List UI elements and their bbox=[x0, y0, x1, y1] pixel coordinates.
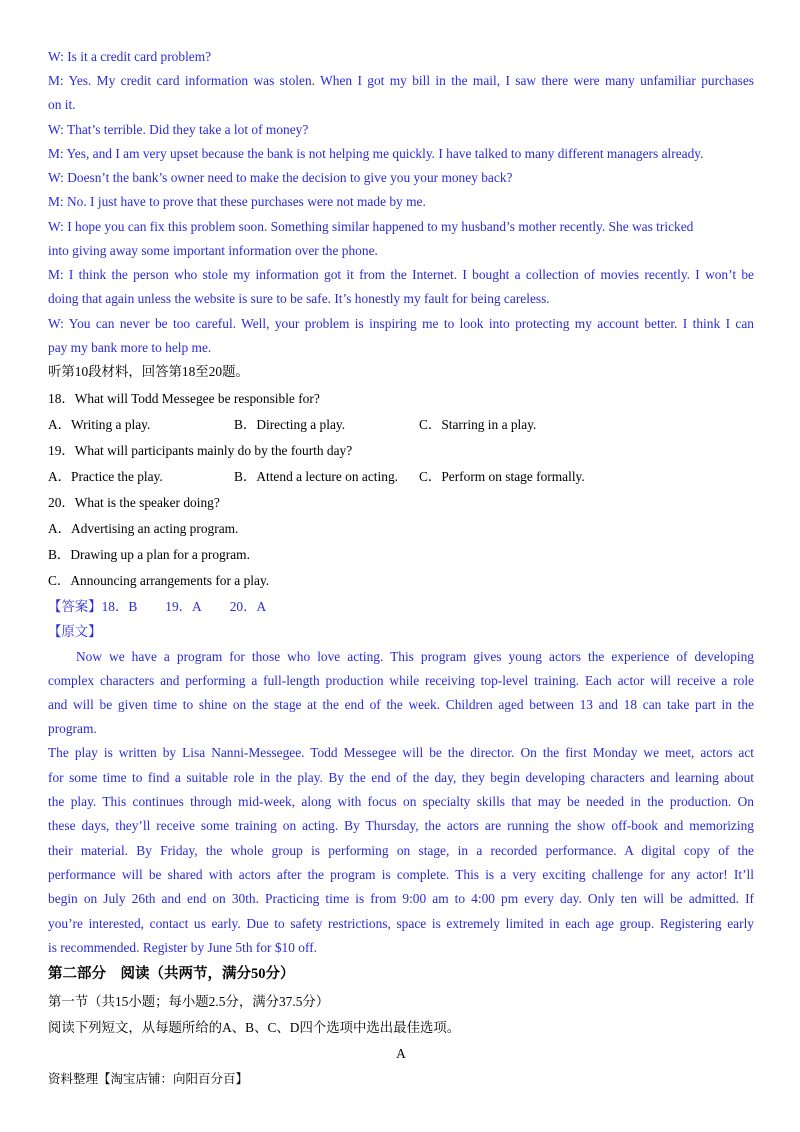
question-19-option-c: C．Perform on stage formally. bbox=[419, 469, 585, 484]
transcript-line: is recommended. Register by June 5th for $10 off. bbox=[48, 940, 317, 955]
reading-instruction: 阅读下列短文，从每题所给的A、B、C、D四个选项中选出最佳选项。 bbox=[48, 1020, 461, 1035]
dialogue-line: W: That’s terrible. Did they take a lot of money? bbox=[48, 122, 309, 137]
transcript-line: you’re interested, contact us early. Due to safety restrictions, space is extremely limited in each age group. Registering early bbox=[48, 916, 754, 931]
transcript-label: 【原文】 bbox=[48, 624, 102, 639]
transcript-line: program. bbox=[48, 721, 97, 736]
section-info: 第一节（共15小题；每小题2.5分，满分37.5分） bbox=[48, 994, 330, 1009]
answer-item: 20．A bbox=[229, 599, 267, 614]
transcript-line: The play is written by Lisa Nanni-Messegee. Todd Messegee will be the director. On the first Monday we meet, actors act bbox=[48, 745, 754, 760]
dialogue-line: M: Yes, and I am very upset because the bank is not helping me quickly. I have talked to many different managers already. bbox=[48, 146, 704, 161]
answer-item: 19．A bbox=[165, 599, 202, 614]
question-19-option-a: A．Practice the play. bbox=[48, 469, 163, 484]
passage-label: A bbox=[396, 1046, 406, 1061]
section-instruction: 听第10段材料，回答第18至20题。 bbox=[48, 364, 249, 379]
dialogue-line: doing that again unless the website is sure to be safe. It’s honestly my fault for being careless. bbox=[48, 291, 550, 306]
question-20-option-c: C．Announcing arrangements for a play. bbox=[48, 573, 270, 588]
question-20-option-a: A．Advertising an acting program. bbox=[48, 521, 239, 536]
transcript-line: these days, they’ll receive some training on acting. By Thursday, the actors are running the show off-book and memorizing bbox=[48, 818, 754, 833]
transcript-line: their material. By Friday, the whole group is performing on stage, in a recorded performance. A digital copy of the bbox=[48, 843, 754, 858]
answer-line bbox=[48, 598, 266, 616]
question-18-option-b: B．Directing a play. bbox=[234, 417, 346, 432]
transcript-line: complex characters and performing a full-length production while receiving top-level training. Each actor will receive a role bbox=[48, 673, 754, 688]
transcript-line: for some time to find a suitable role in the play. By the end of the day, they begin developing characters and learning about bbox=[48, 770, 754, 785]
transcript-line: and will be given time to shine on the stage at the end of the week. Children aged between 13 and 18 can take part in the bbox=[48, 697, 754, 712]
answer-item: 18．B bbox=[101, 599, 138, 614]
dialogue-line: M: Yes. My credit card information was stolen. When I got my bill in the mail, I saw there were many unfamiliar purchases bbox=[48, 73, 754, 88]
question-19-option-b: B．Attend a lecture on acting. bbox=[234, 469, 398, 484]
transcript-line: the play. This continues through mid-week, along with focus on specialty skills that may be needed in the production. On bbox=[48, 794, 754, 809]
dialogue-line: W: You can never be too careful. Well, your problem is inspiring me to look into protecting my account better. I think I can bbox=[48, 316, 754, 331]
dialogue-line: W: I hope you can fix this problem soon. Something similar happened to my husband’s mother recently. She was tricked bbox=[48, 219, 694, 234]
dialogue-line: W: Doesn’t the bank’s owner need to make the decision to give you your money back? bbox=[48, 170, 513, 185]
dialogue-line: M: I think the person who stole my information got it from the Internet. I bought a collection of movies recently. I won’t be bbox=[48, 267, 754, 282]
part-heading: 第二部分 阅读（共两节，满分50分） bbox=[48, 966, 295, 982]
footer-text: 资料整理【淘宝店铺：向阳百分百】 bbox=[48, 1072, 249, 1086]
transcript-line: performance will be shared with actors after the program is complete. This is a very exciting challenge for any actor! It’ll bbox=[48, 867, 754, 882]
question-18-option-a: A．Writing a play. bbox=[48, 417, 151, 432]
transcript-line: Now we have a program for those who love acting. This program gives young actors the experience of developing bbox=[76, 649, 754, 664]
question-20-stem: 20．What is the speaker doing? bbox=[48, 495, 220, 510]
question-18-stem: 18．What will Todd Messegee be responsible for? bbox=[48, 391, 320, 406]
dialogue-line: into giving away some important information over the phone. bbox=[48, 243, 378, 258]
question-19-stem: 19．What will participants mainly do by the fourth day? bbox=[48, 443, 353, 458]
answer-label: 【答案】 bbox=[48, 599, 102, 614]
dialogue-line: W: Is it a credit card problem? bbox=[48, 49, 212, 64]
question-20-option-b: B．Drawing up a plan for a program. bbox=[48, 547, 250, 562]
dialogue-line: pay my bank more to help me. bbox=[48, 340, 212, 355]
question-18-option-c: C．Starring in a play. bbox=[419, 417, 537, 432]
dialogue-line: M: No. I just have to prove that these purchases were not made by me. bbox=[48, 194, 426, 209]
transcript-line: begin on July 26th and end on 30th. Practicing time is from 9:00 am to 4:00 pm every day. Only ten will be admitted. If bbox=[48, 891, 754, 906]
dialogue-line: on it. bbox=[48, 97, 76, 112]
